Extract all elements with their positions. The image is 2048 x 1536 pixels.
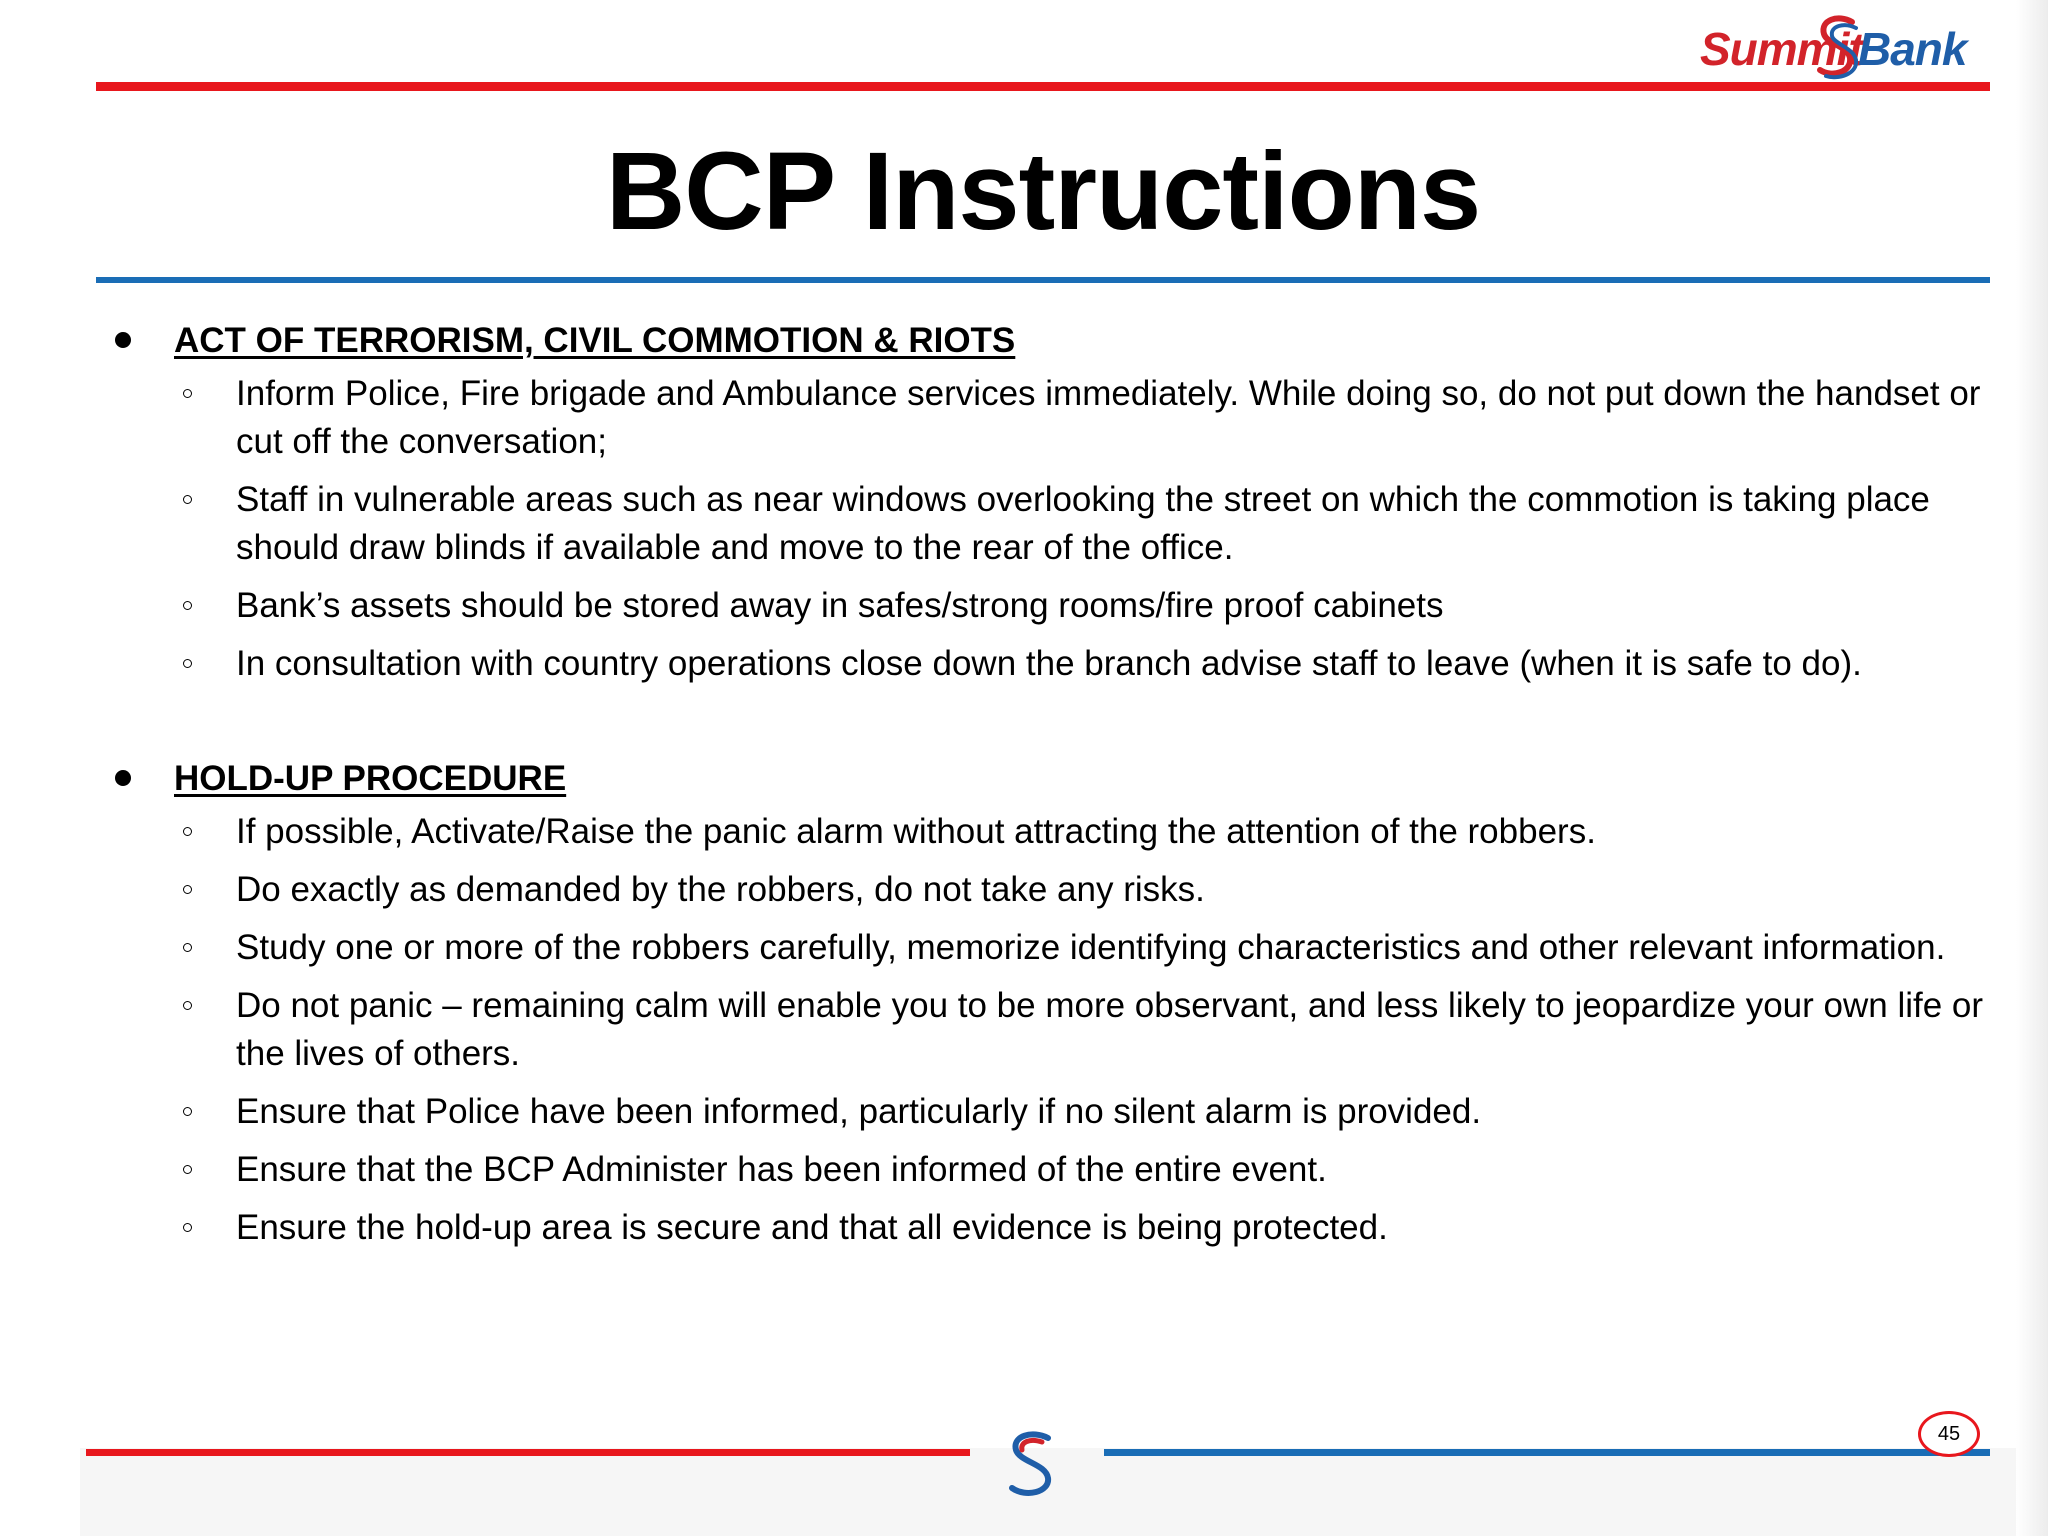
circle-bullet-icon	[183, 885, 192, 894]
list-item	[0, 1088, 2048, 1136]
list-item	[0, 370, 2048, 466]
list-item	[0, 924, 2048, 972]
section-hold-up	[0, 756, 2048, 1252]
list-item	[0, 866, 2048, 914]
list-item	[0, 982, 2048, 1078]
footer-blue-rule	[1104, 1449, 1990, 1456]
summit-bank-logo	[1700, 14, 2000, 84]
circle-bullet-icon	[183, 943, 192, 952]
circle-bullet-icon	[183, 495, 192, 504]
logo-word-bank: Bank	[1858, 23, 1967, 75]
title-blue-rule	[96, 277, 1990, 283]
list-item-text: Do not panic – remaining calm will enable you to be more observant, and less likely to jeopardize your own life or the lives of others.	[236, 986, 1984, 1073]
circle-bullet-icon	[183, 659, 192, 668]
section-heading: HOLD-UP PROCEDURE	[174, 759, 567, 798]
summit-s-logo-icon	[1814, 14, 1864, 82]
slide-content	[0, 318, 2048, 1262]
section-heading-row	[0, 318, 2048, 370]
section-terrorism	[0, 318, 2048, 688]
list-item-text: Staff in vulnerable areas such as near windows overlooking the street on which the commotion is taking place should draw blinds if available and move to the rear of the office.	[236, 480, 1930, 567]
list-item	[0, 582, 2048, 630]
list-item-text: Ensure that the BCP Administer has been informed of the entire event.	[236, 1150, 1327, 1189]
header-red-rule	[96, 82, 1990, 91]
circle-bullet-icon	[183, 1001, 192, 1010]
list-item	[0, 1146, 2048, 1194]
footer-red-rule	[86, 1449, 970, 1456]
circle-bullet-icon	[183, 601, 192, 610]
slide-title: BCP Instructions	[605, 130, 1481, 253]
bullet-dot-icon	[115, 332, 131, 348]
section-heading-row	[0, 756, 2048, 808]
list-item-text: Ensure the hold-up area is secure and that all evidence is being protected.	[236, 1208, 1388, 1247]
summit-s-footer-icon	[1004, 1428, 1064, 1500]
logo-word-summit: Summit	[1700, 23, 1863, 75]
circle-bullet-icon	[183, 827, 192, 836]
section-spacer	[0, 698, 2048, 756]
list-item-text: Bank’s assets should be stored away in safes/strong rooms/fire proof cabinets	[236, 586, 1444, 625]
list-item-text: Do exactly as demanded by the robbers, do not take any risks.	[236, 870, 1205, 909]
circle-bullet-icon	[183, 1223, 192, 1232]
list-item-text: If possible, Activate/Raise the panic alarm without attracting the attention of the robbers.	[236, 812, 1596, 851]
list-item-text: In consultation with country operations close down the branch advise staff to leave (when it is safe to do).	[236, 644, 1862, 683]
circle-bullet-icon	[183, 1107, 192, 1116]
sub-bullet-list	[0, 370, 2048, 688]
sub-bullet-list	[0, 808, 2048, 1252]
list-item	[0, 1204, 2048, 1252]
list-item	[0, 640, 2048, 688]
circle-bullet-icon	[183, 1165, 192, 1174]
list-item	[0, 808, 2048, 856]
section-heading: ACT OF TERRORISM, CIVIL COMMOTION & RIOTS	[174, 321, 1016, 360]
circle-bullet-icon	[183, 389, 192, 398]
list-item	[0, 476, 2048, 572]
list-item-text: Inform Police, Fire brigade and Ambulance services immediately. While doing so, do not put down the handset or cut off the conversation;	[236, 374, 1981, 461]
list-item-text: Ensure that Police have been informed, particularly if no silent alarm is provided.	[236, 1092, 1482, 1131]
list-item-text: Study one or more of the robbers carefully, memorize identifying characteristics and other relevant information.	[236, 928, 1946, 967]
page-number-badge: 45	[1918, 1411, 1980, 1457]
bullet-dot-icon	[115, 770, 131, 786]
